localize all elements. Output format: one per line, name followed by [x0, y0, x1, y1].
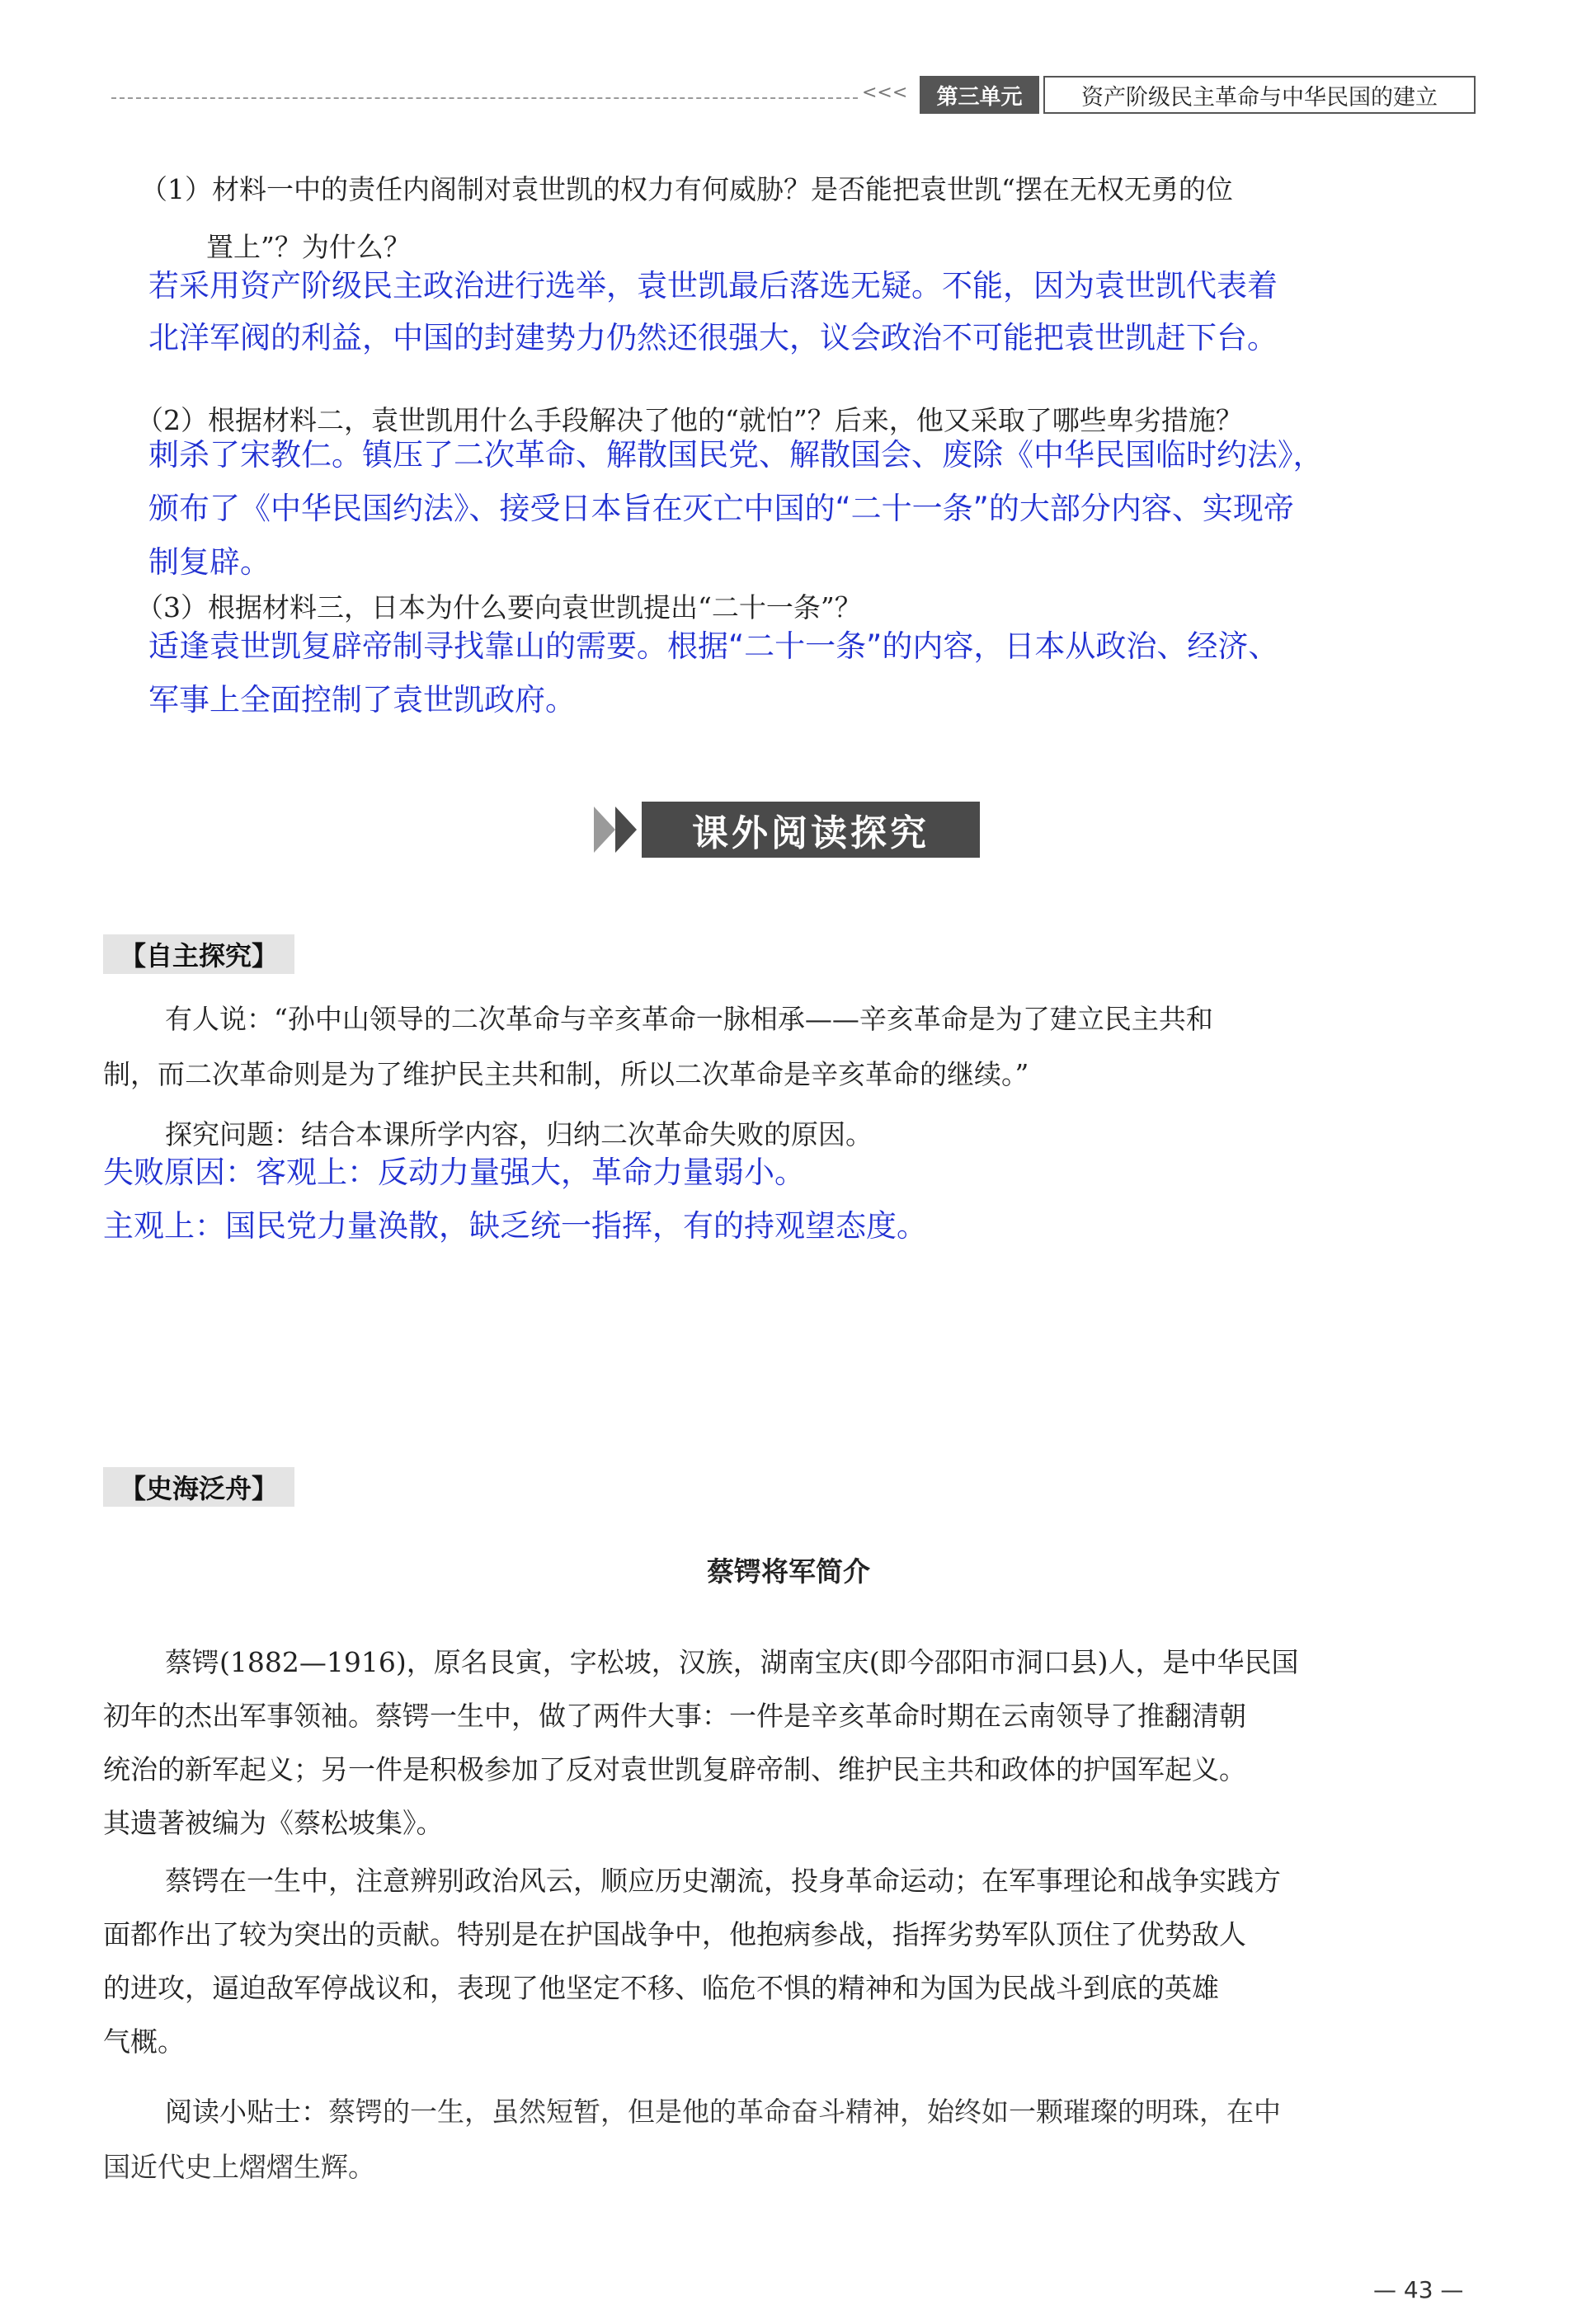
- inquiry-paragraph-line-1: 有人说：“孙中山领导的二次革命与辛亥革命一脉相承——辛亥革命是为了建立民主共和: [165, 1003, 1213, 1035]
- unit-label: 第三单元: [920, 76, 1039, 114]
- answer-3-line-1: 适逢袁世凯复辟帝制寻找靠山的需要。根据“二十一条”的内容，日本从政治、经济、: [148, 628, 1279, 664]
- article-paragraph-1-line-3: 统治的新军起义；另一件是积极参加了反对袁世凯复辟帝制、维护民主共和政体的护国军起义。: [103, 1753, 1246, 1785]
- article-paragraph-1-line-1: 蔡锷(1882—1916)，原名艮寅，字松坡，汉族，湖南宝庆(即今邵阳市洞口县)人，是中华民国: [165, 1646, 1299, 1678]
- page-number: — 43 —: [1373, 2276, 1464, 2303]
- article-paragraph-1-line-2: 初年的杰出军事领袖。蔡锷一生中，做了两件大事：一件是辛亥革命时期在云南领导了推翻清朝: [103, 1700, 1246, 1732]
- article-paragraph-2-line-1: 蔡锷在一生中，注意辨别政治风云，顺应历史潮流，投身革命运动；在军事理论和战争实践方: [165, 1865, 1281, 1897]
- question-1-line-1: （1）材料一中的责任内阁制对袁世凯的权力有何威胁？是否能把袁世凯“摆在无权无勇的位: [140, 173, 1233, 205]
- chevron-right-icon: [594, 807, 615, 853]
- article-title: 蔡锷将军简介: [707, 1555, 870, 1588]
- section-banner: [594, 802, 982, 858]
- inquiry-answer-line-1: 失败原因：客观上：反动力量强大，革命力量弱小。: [103, 1155, 805, 1190]
- answer-2-line-1: 刺杀了宋教仁。镇压了二次革命、解散国民党、解散国会、废除《中华民国临时约法》，: [148, 437, 1324, 473]
- banner-title: 课外阅读探究: [642, 802, 980, 858]
- article-paragraph-1-line-4: 其遗著被编为《蔡松坡集》。: [103, 1807, 444, 1839]
- reading-tip-label: 阅读小贴士：: [165, 2096, 328, 2128]
- unit-title: 资产阶级民主革命与中华民国的建立: [1043, 76, 1476, 114]
- question-3: （3）根据材料三，日本为什么要向袁世凯提出“二十一条”？: [136, 591, 862, 623]
- answer-2-line-2: 颁布了《中华民国约法》、接受日本旨在灭亡中国的“二十一条”的大部分内容、实现帝: [148, 491, 1294, 526]
- header-arrows: <<<: [862, 82, 908, 103]
- chevron-right-icon: [615, 807, 637, 853]
- article-paragraph-2-line-4: 气概。: [103, 2025, 185, 2058]
- answer-3-line-2: 军事上全面控制了袁世凯政府。: [148, 682, 576, 717]
- answer-2-line-3: 制复辟。: [148, 544, 271, 580]
- header-divider: [111, 97, 858, 99]
- inquiry-question-label: 探究问题：: [165, 1118, 301, 1150]
- answer-1-line-2: 北洋军阀的利益，中国的封建势力仍然还很强大，议会政治不可能把袁世凯赶下台。: [148, 320, 1278, 355]
- question-1-line-2: 置上”？为什么？: [206, 231, 411, 263]
- section-tag-inquiry: 【自主探究】: [103, 934, 294, 974]
- section-tag-history: 【史海泛舟】: [103, 1467, 294, 1507]
- article-paragraph-2-line-3: 的进攻，逼迫敌军停战议和，表现了他坚定不移、临危不惧的精神和为国为民战斗到底的英雄: [103, 1972, 1219, 2004]
- answer-1-line-1: 若采用资产阶级民主政治进行选举，袁世凯最后落选无疑。不能，因为袁世凯代表着: [148, 268, 1278, 303]
- inquiry-answer-line-2: 主观上：国民党力量涣散，缺乏统一指挥，有的持观望态度。: [103, 1208, 927, 1244]
- question-2: （2）根据材料二，袁世凯用什么手段解决了他的“就怕”？后来，他又采取了哪些卑劣措施？: [136, 404, 1243, 436]
- inquiry-paragraph-line-2: 制，而二次革命则是为了维护民主共和制，所以二次革命是辛亥革命的继续。”: [103, 1058, 1029, 1090]
- reading-tip-line-2: 国近代史上熠熠生辉。: [103, 2151, 375, 2183]
- article-paragraph-2-line-2: 面都作出了较为突出的贡献。特别是在护国战争中，他抱病参战，指挥劣势军队顶住了优势敌人: [103, 1918, 1246, 1950]
- reading-tip-line-1: [165, 2086, 1485, 2138]
- reading-tip-text: 蔡锷的一生，虽然短暂，但是他的革命奋斗精神，始终如一颗璀璨的明珠，在中: [328, 2096, 1281, 2128]
- inquiry-question-text: 结合本课所学内容，归纳二次革命失败的原因。: [301, 1118, 873, 1150]
